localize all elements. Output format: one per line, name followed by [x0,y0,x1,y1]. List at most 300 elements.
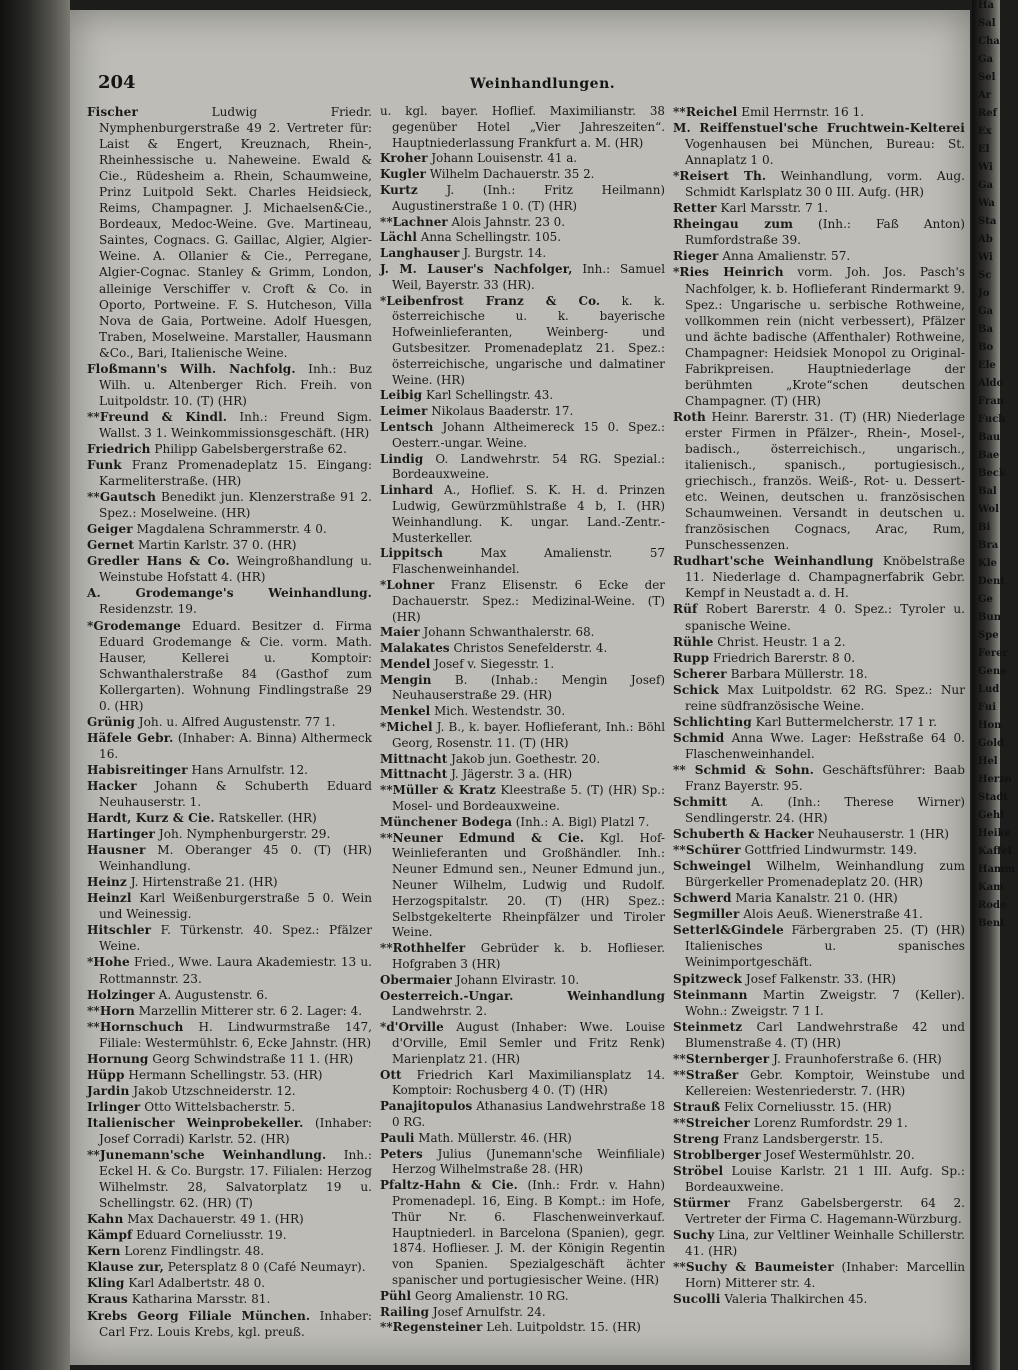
entry-name: Ott [380,1067,402,1082]
entry-name: Stürmer [673,1196,731,1211]
directory-entry [87,1083,372,1099]
entry-name: Gernet [87,538,135,553]
entry-name: **Freund & Kindl. [87,409,228,424]
directory-entry [87,714,372,730]
entry-text: J. B., k. bayer. Hoflieferant, Inh.: Böhl Georg, Rosenstr. 11. (T) (HR) [392,720,666,750]
directory-entry [673,409,965,553]
entry-name: Rühle [673,634,714,649]
entry-name: Schwerd [673,891,732,906]
entry-name: Heinz [87,875,127,890]
directory-entry [380,1131,665,1147]
entry-text: Benedikt jun. Klenzerstraße 91 2. Spez.: Moselweine. (HR) [99,490,372,521]
directory-entry [673,922,965,970]
facing-page-fragment: Wol [978,504,999,515]
directory-entry [673,650,965,666]
entry-name: Sucolli [673,1292,721,1307]
entry-text: Josef Arnulfstr. 24. [432,1304,546,1319]
facing-page-fragment: Sal [978,18,996,29]
directory-entry [380,215,665,231]
directory-entry [673,1291,965,1307]
entry-text: J. Fraunhoferstraße 6. (HR) [773,1051,942,1066]
directory-entry [87,730,372,762]
entry-name: Linhard [380,483,434,498]
entry-name: Klause zur, [87,1260,164,1275]
entry-name: **Straßer [673,1067,739,1082]
directory-entry [673,890,965,906]
directory-entry [380,1289,665,1305]
facing-page-fragment: Beck [978,468,1006,479]
directory-entry [673,730,965,762]
entry-name: Kraus [87,1292,128,1307]
entry-text: H. Lindwurmstraße 147, Filiale: Westermühlstr. 6, Ecke Jahnstr. (HR) [99,1019,372,1050]
entry-text: Heinr. Barerstr. 31. (T) (HR) Niederlage erster Firmen in Pfälzer-, Rhein-, Mosel-, badisch., österreichisch., ungarisch., italienisch., spanisch., portugiesisch., griechisch., französ. Weiß-, Rot- u. Dessert- etc. Weinen, deutschen u. französischen Schaumweinen. Versandt in deutschen u. französischen Cognacs, Arac, Rum, Punschessenzen. [685,409,965,553]
entry-text: Felix Corneliusstr. 15. (HR) [723,1099,892,1114]
directory-entry [380,941,665,973]
entry-text: J. Jägerstr. 3 a. (HR) [451,767,573,782]
entry-text: Geschäftsführer: Baab Franz Bayerstr. 95. [685,762,965,793]
directory-entry [673,682,965,714]
directory-entry [380,294,665,389]
facing-page-fragment: Hamm [978,864,1016,875]
facing-page-fragment: Ga [978,306,994,317]
entry-text: Leh. Luitpoldstr. 15. (HR) [486,1320,641,1335]
facing-page-fragment: Ha [978,0,994,11]
directory-entry [673,794,965,826]
entry-text: Kgl. Hof-Weinlieferanten und Großhändler. Inh.: Neuner Edmund sen., Neuner Edmund jun., Neuner Wilhelm, Ludwig und Rudolf. Herzogspitalstr. 20. (T) (HR) Spez.: Selbstgekelterte Rheinpfälzer und Tiroler Weine. [392,830,666,940]
directory-entry [87,762,372,778]
entry-text: Lorenz Findlingstr. 48. [124,1244,265,1259]
directory-entry [673,1019,965,1051]
entry-text: Johann Elvirastr. 10. [455,972,580,987]
entry-name: Hausner [87,843,146,858]
page-number: 204 [98,72,136,93]
directory-entry [87,618,372,714]
facing-page-fragment: Bra [978,540,999,551]
directory-entry [380,151,665,167]
book-spine-edge [0,0,70,1370]
entry-name: Streng [673,1132,720,1146]
entry-name: *Michel [380,720,433,735]
directory-entry [673,666,965,682]
entry-name: Fischer [87,105,138,119]
directory-entry [87,1275,372,1291]
entry-name: Leibig [380,388,423,403]
entry-name: Rieger [673,249,719,264]
entry-text: Friedrich Karl Maximiliansplatz 14. Komptoir: Rochusberg 4 0. (T) (HR) [392,1067,665,1098]
entry-name: Mengin [380,672,432,687]
entry-name: Peters [380,1146,423,1161]
entry-name: **Lachner [380,214,448,229]
entry-text: Karl Schellingstr. 43. [425,388,554,403]
entry-text: Inh.: Samuel Weil, Bayerstr. 33 (HR). [392,261,666,292]
entry-name: Pühl [380,1288,412,1303]
directory-entry [673,1195,965,1227]
directory-entry [87,489,372,521]
entry-text: Math. Müllerstr. 46. (HR) [418,1130,572,1145]
directory-entry [87,457,372,489]
entry-text: Lina, zur Veltliner Weinhalle Schillerstr. 41. (HR) [685,1228,965,1259]
entry-text: Eduard. Besitzer d. Firma Eduard Grodemange & Cie. vorm. Math. Hauser, Kellerei u. Komptoir: Schwanthalerstraße 84 (Gasthof zum Kollergarten). Wohnung Findlingstraße 29 0. (HR) [99,618,372,713]
facing-page-fragment: Rode [978,900,1007,911]
entry-text: O. Landwehrstr. 54 RG. Spezial.: Bordeauxweine. [392,451,666,482]
facing-page-fragment: Ab [978,234,993,245]
entry-name: Scherer [673,666,727,681]
facing-page-fragment: Benl [978,918,1004,929]
entry-name: Lächl [380,230,417,245]
entry-name: Italienischer Weinprobekeller. [87,1115,304,1130]
facing-page-fragment: Bau [978,432,1001,443]
entry-text: Landwehrstr. 2. [392,1004,487,1019]
entry-text: Nikolaus Baaderstr. 17. [431,404,574,419]
entry-name: Suchy [673,1228,715,1243]
column-2 [380,104,665,1336]
facing-page-fragment: Fran [978,396,1004,407]
entry-name: Pfaltz-Hahn & Cie. [380,1178,518,1193]
entry-name: Obermaier [380,972,453,987]
directory-entry [380,752,665,768]
facing-page-fragment: Dent [978,576,1005,587]
entry-text: Jakob Utzschneiderstr. 12. [133,1083,296,1098]
facing-page-fragment: Sta [978,216,997,227]
entry-name: Münchener Bodega [380,814,512,829]
entry-name: *Reisert Th. [673,169,767,184]
entry-text: Johann Louisenstr. 41 a. [431,151,578,166]
directory-entry [87,778,372,810]
directory-entry [87,1291,372,1307]
entry-name: **Junemann'sche Weinhandlung. [87,1148,327,1163]
directory-entry [380,1305,665,1321]
entry-name: **Müller & Kratz [380,783,496,798]
entry-name: Funk [87,458,122,473]
directory-entry [673,1147,965,1163]
entry-text: Vogenhausen bei München, Bureau: St. Annaplatz 1 0. [685,137,965,168]
entry-name: Lippitsch [380,546,443,561]
directory-entry [673,1067,965,1099]
directory-entry [380,404,665,420]
directory-entry [673,906,965,922]
entry-text: Jakob jun. Goethestr. 20. [451,751,601,766]
entry-text: Ludwig Friedr. Nymphenburgerstraße 49 2. Vertreter für: Laist & Engert, Kreuznach, Rhein-, Rheinhessische u. Naheweine. Ewald & Cie., Rüdesheim a. Rhein, Schaumweine, Prinz Luitpold Sekt. Charles Heidsieck, Reims, Champagner. J. Michaelsen&Cie., Bordeaux, Medoc-Weine. Gve. Martineau, Saintes, Cognacs. G. Gaillac, Algier, Algier-Weine. A. Ollanier & Cie., Perregane, Algier-Cognac. Stanley & Grimm, London, alleinige Verschiffer v. Croft & Co. in Oporto, Portweine. F. S. Hutcheson, Villa Nova de Gaia, Portweine. Adolf Huesgen, Traben, Moselweine. Marstaller, Hausmann &Co., Bari, Italienische Weine. [99,105,372,360]
directory-entry [87,553,372,585]
directory-entry [87,1051,372,1067]
entry-name: Malakates [380,641,450,656]
entry-text: Gebrüder k. b. Hoflieser. Hofgraben 3 (HR) [392,941,665,972]
entry-name: Grünig [87,714,135,729]
entry-name: Roth [673,409,706,424]
entry-name: Schlichting [673,714,752,729]
directory-entry [87,1211,372,1227]
entry-name: J. M. Lauser's Nachfolger, [380,261,573,276]
entry-text: Karl Buttermelcherstr. 17 1 r. [755,714,937,729]
entry-name: Strauß [673,1099,721,1114]
entry-name: Retter [673,201,717,216]
directory-entry [673,826,965,842]
facing-page-fragment: Jo [978,288,990,299]
facing-page-fragment: Cha [978,36,1000,47]
entry-text: Robert Barerstr. 4 0. Spez.: Tyroler u. spanische Weine. [685,602,965,633]
entry-name: Kämpf [87,1228,133,1243]
entry-text: (Inhaber: A. Binna) Althermeck 16. [99,730,372,761]
directory-entry [673,168,965,200]
directory-entry [380,641,665,657]
column-1 [87,104,372,1340]
entry-name: Krebs Georg Filiale München. [87,1308,311,1323]
entry-text: A. (Inh.: Therese Wirner) Sendlingerstr. 24. (HR) [685,795,965,826]
facing-page-fragment: Bun [978,612,1001,623]
entry-text: Lorenz Rumfordstr. 29 1. [753,1115,908,1130]
entry-name: *Lohner [380,577,435,592]
entry-text: (Inh.: Faß Anton) Rumfordstraße 39. [685,217,965,248]
entry-name: Floßmann's Wilh. Nachfolg. [87,361,296,376]
entry-name: Schuberth & Hacker [673,827,814,842]
entry-name: **Horn [87,1003,135,1018]
entry-name: Friedrich [87,441,151,456]
directory-entry [380,831,665,942]
directory-entry [87,361,372,409]
facing-page-fragment: Ga [978,54,994,65]
entry-name: Kurtz [380,182,418,197]
directory-entry [380,720,665,752]
directory-entry [87,441,372,457]
facing-page-fragment: Lud [978,684,1000,695]
entry-text: Maria Kanalstr. 21 0. (HR) [735,891,898,906]
entry-text: Eduard Corneliusstr. 19. [136,1228,287,1243]
entry-name: Kling [87,1276,125,1291]
entry-name: Lindig [380,451,424,466]
directory-entry [87,842,372,874]
entry-text: Josef v. Siegesstr. 1. [434,656,555,671]
directory-entry [87,521,372,537]
facing-page-fragment: Ele [978,360,996,371]
directory-entry [673,264,965,408]
entry-name: Setterl&Gindele [673,923,784,938]
facing-page-fragment: Kle [978,558,997,569]
entry-text: Inh.: Eckel H. & Co. Burgstr. 17. Filialen: Herzog Wilhelmstr. 28, Salvatorplatz 19 u. Schellingstr. 62. (HR) (T) [99,1148,372,1211]
entry-text: Gebr. Komptoir, Weinstube und Kellereien: Westenriederstr. 7. (HR) [685,1067,965,1098]
directory-entry [87,922,372,954]
entry-text: Inhaber: Carl Frz. Louis Krebs, kgl. preuß. [99,1308,372,1339]
directory-entry [380,483,665,546]
entry-text: Franz Elisenstr. 6 Ecke der Dachauerstr. Spez.: Medizinal-Weine. (T) (HR) [392,577,665,624]
entry-text: Georg Schwindstraße 11 1. (HR) [152,1051,354,1066]
directory-entry [380,1099,665,1131]
directory-entry [673,200,965,216]
entry-text: Otto Wittelsbacherstr. 5. [144,1099,296,1114]
entry-name: Hardt, Kurz & Cie. [87,811,215,826]
entry-text: Josef Westermühlstr. 20. [764,1148,915,1163]
facing-page-fragment: Bal [978,486,997,497]
entry-name: Mendel [380,656,431,671]
facing-page-fragment: Wi [978,252,993,263]
entry-name: Schick [673,682,719,697]
running-head: Weinhandlungen. [470,76,616,92]
entry-text: Alois Jahnstr. 23 0. [451,214,566,229]
entry-text: Christ. Heustr. 1 a 2. [717,634,846,649]
entry-text: Johann & Schuberth Eduard Neuhauserstr. 1. [99,778,372,810]
entry-text: Max Luitpoldstr. 62 RG. Spez.: Nur reine südfranzösische Weine. [685,682,965,713]
entry-text: Max Dachauerstr. 49 1. (HR) [127,1212,304,1227]
directory-entry [673,553,965,601]
facing-page-fragment: Herzo [978,774,1012,785]
directory-entry [87,585,372,617]
facing-page-fragment: Wa [978,198,995,209]
entry-text: Fried., Wwe. Laura Akademiestr. 13 u. Rottmannstr. 23. [99,955,372,986]
directory-entry [380,183,665,215]
directory-entry [380,1020,665,1067]
entry-text: Neuhauserstr. 1 (HR) [817,827,949,842]
directory-entry [87,409,372,441]
directory-entry [87,890,372,922]
directory-entry [87,1147,372,1211]
entry-name: Hornung [87,1051,149,1066]
entry-text: Karl Adalbertstr. 48 0. [128,1276,266,1291]
directory-entry [673,987,965,1019]
directory-entry [380,1178,665,1289]
entry-name: **Neuner Edmund & Cie. [380,830,585,845]
directory-entry [87,874,372,890]
entry-name: Maier [380,625,420,640]
entry-text: Carl Landwehrstraße 42 und Blumenstraße 4. (T) (HR) [685,1019,965,1050]
entry-text: Färbergraben 25. (T) (HR) Italienisches u. spanisches Weinimportgeschäft. [685,923,965,970]
entry-name: Steinmann [673,987,748,1002]
entry-text: Hans Arnulfstr. 12. [191,762,309,777]
directory-entry [87,1243,372,1259]
entry-text: Karl Weißenburgerstraße 5 0. Wein und Weinessig. [99,891,372,922]
entry-text: k. k. österreichische u. k. bayerische Hofweinlieferanten, Weinberg- und Gutsbesitzer. Promenadeplatz 21. Spez.: österreichische, ungarische und dalmatiner Weine. (HR) [392,293,666,387]
facing-page-fragment: El [978,144,990,155]
entry-name: Irlinger [87,1099,141,1114]
entry-name: Hacker [87,778,137,793]
entry-name: Pauli [380,1130,415,1145]
facing-page-fragment: Fuch [978,414,1006,425]
directory-entry [673,634,965,650]
entry-name: **Hornschuch [87,1019,184,1034]
facing-page-fragment: Ferer [978,648,1008,659]
entry-name: Gredler Hans & Co. [87,554,230,569]
entry-name: Kroher [380,151,428,166]
entry-text: u. kgl. bayer. Hoflief. Maximilianstr. 38 gegenüber Hotel „Vier Jahreszeiten“. Hauptniederlassung Frankfurt a. M. (HR) [380,104,665,150]
entry-name: Rheingau zum [673,217,794,232]
entry-text: Julius (Junemann'sche Weinfiliale) Herzog Wilhelmstraße 28. (HR) [392,1146,665,1177]
facing-page-fragment: Stadt [978,792,1008,803]
directory-entry [380,104,665,151]
directory-entry [380,546,665,578]
entry-name: Mittnacht [380,751,448,766]
facing-page-fragment: Kaffel [978,846,1012,857]
entry-text: Franz Landsbergerstr. 15. [723,1132,884,1146]
directory-entry [87,537,372,553]
entry-name: Hüpp [87,1067,125,1082]
directory-entry [673,1227,965,1259]
entry-name: Spitzweck [673,971,742,986]
directory-entry [87,810,372,826]
facing-page-fragment: Ge [978,594,993,605]
entry-text: Joh. u. Alfred Augustenstr. 77 1. [138,714,336,729]
entry-text: Friedrich Barerstr. 8 0. [713,650,856,665]
directory-entry [380,704,665,720]
entry-text: Johann Altheimereck 15 0. Spez.: Oesterr.-ungar. Weine. [392,419,665,450]
entry-text: Georg Amalienstr. 10 RG. [414,1288,569,1303]
entry-text: Weingroßhandlung u. Weinstube Hofstatt 4. (HR) [99,554,372,585]
entry-text: F. Türkenstr. 40. Spez.: Pfälzer Weine. [99,923,372,954]
entry-text: Weinhandlung, vorm. Aug. Schmidt Karlsplatz 30 0 III. Aufg. (HR) [685,169,965,200]
entry-name: Ströbel [673,1164,724,1179]
facing-page-fragment: Gold [978,738,1005,749]
facing-page-fragment: Ba [978,324,993,335]
entry-text: J. (Inh.: Fritz Heilmann) Augustinerstraße 1 0. (T) (HR) [392,182,666,213]
entry-text: August (Inhaber: Wwe. Louise d'Orville, Emil Semler und Fritz Renk) Marienplatz 21. (HR) [392,1020,666,1066]
directory-entry [380,815,665,831]
directory-entry [87,1259,372,1275]
entry-text: Anna Schellingstr. 105. [420,230,561,245]
facing-page-fragment: Spe [978,630,999,641]
entry-name: Steinmetz [673,1019,743,1034]
entry-name: Leimer [380,404,428,419]
entry-text: Alois Aeuß. Wienerstraße 41. [743,907,923,922]
directory-entry [673,1163,965,1195]
directory-entry [673,120,965,168]
entry-name: Hartinger [87,827,156,842]
document-page [70,10,970,1365]
directory-entry [673,1051,965,1067]
directory-entry [380,1068,665,1100]
directory-entry [673,858,965,890]
entry-name: Mittnacht [380,767,448,782]
directory-entry [673,216,965,248]
entry-text: Gottfried Lindwurmstr. 149. [744,843,918,858]
directory-entry [87,1019,372,1051]
entry-name: **Regensteiner [380,1320,483,1335]
entry-name: *Hohe [87,955,130,970]
directory-entry [673,248,965,264]
entry-text: (Inh.: Frdr. v. Hahn) Promenadepl. 16, Eing. B Kompt.: im Hofe, Thür Nr. 6. Flaschenweinverkauf. Hauptniederl. in Barcelona (Spanien), gegr. 1874. Hoflieser. J. M. der Königin Regentin von Spanien. Spezialgeschäft ächter spanischer und portugiesischer Weine. (HR) [392,1178,666,1287]
entry-text: Karl Marsstr. 7 1. [720,201,829,216]
entry-text: (Inhaber: Marcellin Horn) Mitterer str. 4. [685,1260,965,1291]
directory-entry [380,625,665,641]
entry-text: Knöbelstraße 11. Niederlage d. Champagnerfabrik Gebr. Kempf in Neustadt a. d. H. [685,554,965,601]
facing-page-fragment: Ar [978,90,992,101]
entry-name: *Ries Heinrich [673,265,784,280]
entry-text: Magdalena Schrammerstr. 4 0. [136,522,327,537]
entry-text: Anna Amalienstr. 57. [722,249,851,264]
entry-text: Johann Schwanthalerstr. 68. [423,625,595,640]
facing-page-edge [972,0,1016,1370]
entry-name: Hitschler [87,923,152,938]
directory-entry [380,578,665,625]
entry-text: Franz Promenadeplatz 15. Eingang: Karmeliterstraße. (HR) [99,458,372,489]
entry-name: Stroblberger [673,1148,762,1163]
directory-entry [673,1131,965,1147]
facing-page-fragment: Hon [978,720,1002,731]
entry-text: Max Amalienstr. 57 Flaschenweinhandel. [392,546,666,577]
directory-entry [87,1308,372,1340]
entry-text: Emil Herrnstr. 16 1. [741,105,865,119]
entry-name: **Suchy & Baumeister [673,1260,834,1275]
entry-text: Ratskeller. (HR) [218,811,317,826]
entry-name: **Rothhelfer [380,941,466,956]
directory-entry [87,954,372,986]
facing-page-fragment: Ga [978,180,994,191]
entry-name: *d'Orville [380,1020,444,1035]
directory-entry [380,673,665,705]
facing-page-fragment: Fui [978,702,996,713]
directory-entry [380,230,665,246]
entry-text: J. Hirtenstraße 21. (HR) [130,875,278,890]
entry-text: Franz Gabelsbergerstr. 64 2. Vertreter der Firma C. Hagemann-Würzburg. [685,1196,965,1227]
entry-name: **Streicher [673,1115,750,1130]
entry-name: Kugler [380,167,426,182]
entry-text: Joh. Nymphenburgerstr. 29. [158,827,331,842]
